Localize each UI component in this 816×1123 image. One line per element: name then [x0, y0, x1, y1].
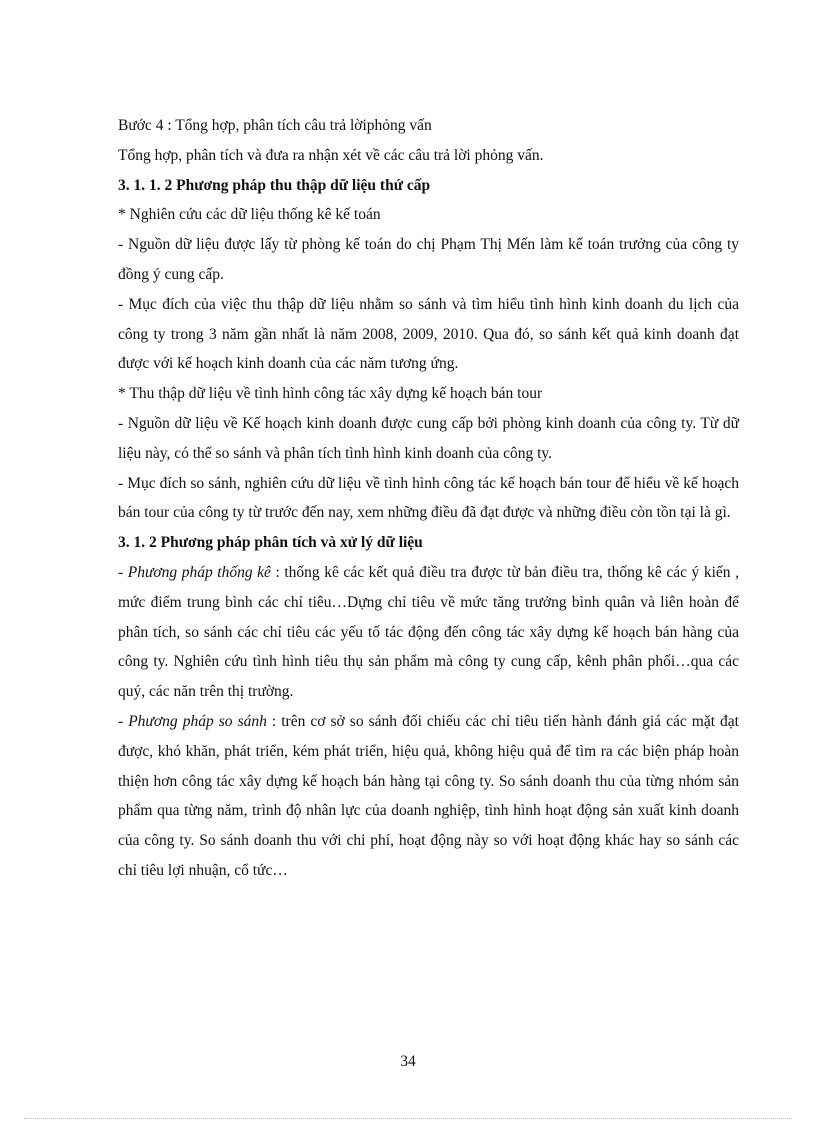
- paragraph-tour-plan-source: - Nguồn dữ liệu về Kế hoạch kinh doanh được cung cấp bởi phòng kinh doanh của công ty. Từ dữ liệu này, có thể so sánh và phân tích tình hình kinh doanh của công ty.: [118, 414, 739, 462]
- method-prefix: -: [118, 712, 129, 730]
- method-text-comparison: : trên cơ sở so sánh đối chiếu các chỉ tiêu tiến hành đánh giá các mặt đạt được, khó khăn, phát triển, kém phát triển, hiệu quả, không hiệu quả để tìm ra các biện pháp hoàn thiện hơn công tác xây dựng kế hoạch bán hàng tại công ty. So sánh doanh thu của từng nhóm sản phẩm qua từng năm, trình độ nhân lực của doanh nghiệp, tình hình hoạt động sản xuất kinh doanh của công ty. So sánh doanh thu với chi phí, hoạt động này so với hoạt động khác hay so sánh các chỉ tiêu lợi nhuận, cổ tức…: [118, 712, 739, 879]
- step-4-description: Tổng hợp, phân tích và đưa ra nhận xét về các câu trả lời phỏng vấn.: [118, 146, 544, 164]
- method-text-statistics: : thống kê các kết quả điều tra được từ bản điều tra, thống kê các ý kiến , mức điểm trung bình các chỉ tiêu…Dựng chỉ tiêu về mức tăng trưởng bình quân và liên hoàn để phân tích, so sánh các chỉ tiêu các yếu tố tác động đến công tác xây dựng kế hoạch bán hàng của công ty. Nghiên cứu tình hình tiêu thụ sản phẩm mà công ty cung cấp, kênh phân phối…qua các quý, các năn trên thị trường.: [118, 563, 739, 701]
- page-body: [118, 111, 739, 886]
- section-heading-analysis-method: 3. 1. 2 Phương pháp phân tích và xử lý dữ liệu: [118, 534, 423, 552]
- bullet-accounting-data: * Nghiên cứu các dữ liệu thống kê kế toán: [118, 206, 381, 224]
- paragraph-accounting-purpose: - Mục đích của việc thu thập dữ liệu nhằm so sánh và tìm hiểu tình hình kinh doanh du lịch của công ty trong 3 năm gần nhất là năm 2008, 2009, 2010. Qua đó, so sánh kết quả kinh doanh đạt được với kế hoạch kinh doanh của các năm tương ứng.: [118, 295, 739, 373]
- step-4-title: Bước 4 : Tổng hợp, phân tích câu trả lờiphỏng vấn: [118, 117, 432, 134]
- paragraph-accounting-source: - Nguồn dữ liệu được lấy từ phòng kế toán do chị Phạm Thị Mến làm kế toán trưởng của công ty đồng ý cung cấp.: [118, 236, 739, 283]
- bullet-tour-plan-data: * Thu thập dữ liệu về tình hình công tác xây dựng kế hoạch bán tour: [118, 385, 543, 403]
- paragraph-tour-plan-purpose: - Mục đích so sánh, nghiên cứu dữ liệu về tình hình công tác kế hoạch bán tour để hiểu về kế hoạch bán tour của công ty từ trước đến nay, xem những điều đã đạt được và những điều còn tồn tại là gì.: [118, 474, 739, 522]
- page-bottom-divider: [24, 1118, 792, 1119]
- method-label-statistics: Phương pháp thống kê: [127, 563, 271, 581]
- method-prefix: -: [118, 563, 128, 581]
- page-number: 34: [400, 1053, 416, 1070]
- method-label-comparison: Phương pháp so sánh: [128, 712, 267, 730]
- paragraph-comparison-method: [118, 707, 739, 886]
- section-heading-secondary-data: 3. 1. 1. 2 Phương pháp thu thập dữ liệu thứ cấp: [118, 176, 431, 194]
- paragraph-statistical-method: [118, 558, 739, 707]
